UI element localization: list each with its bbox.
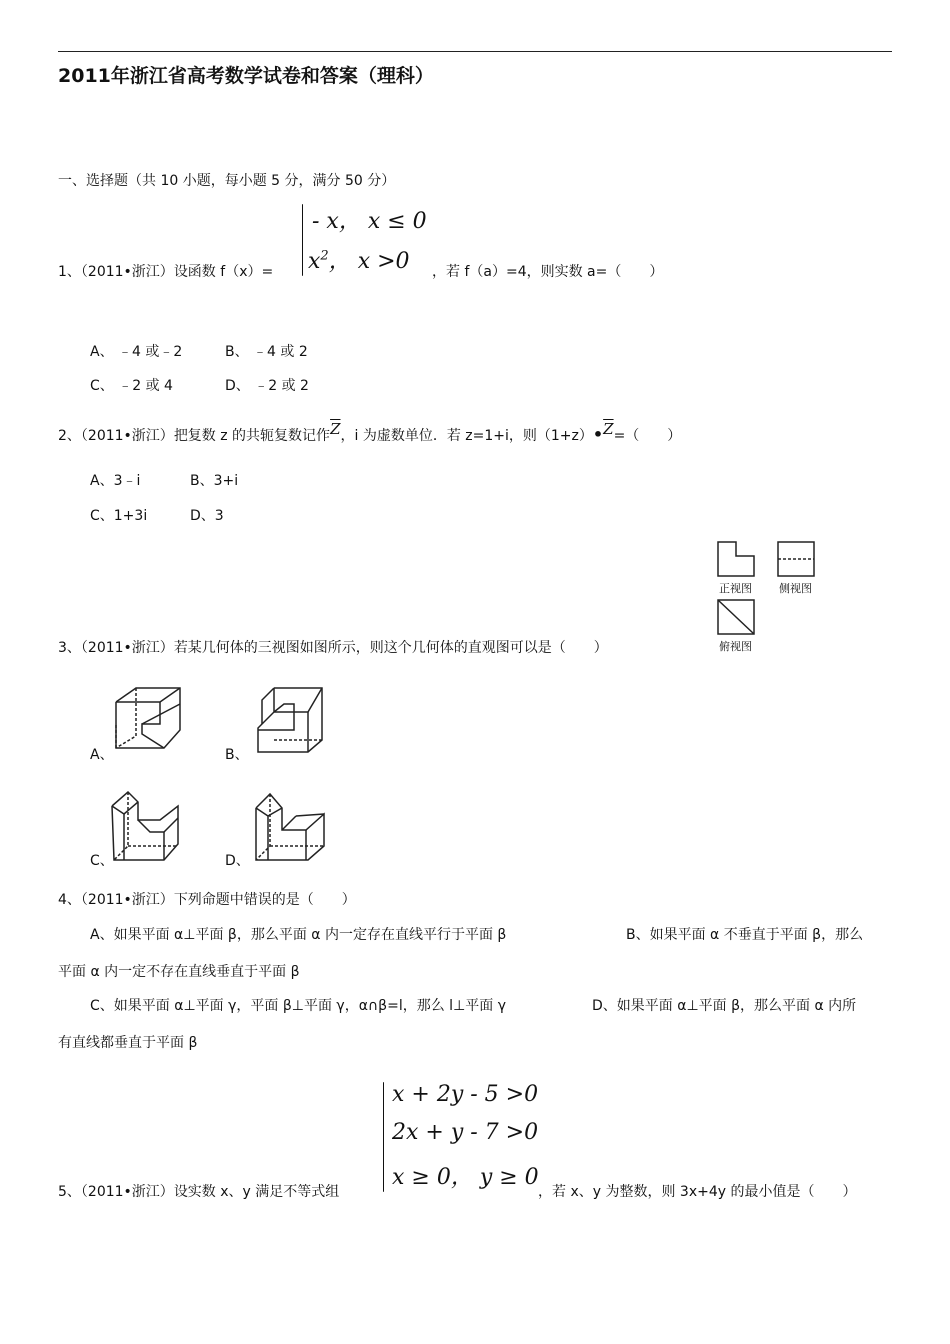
q2-zbar-2: $\overline{Z}$ [603,420,614,438]
q3-option-a[interactable]: A、 [90,747,114,763]
q4-stem-text [58,889,356,909]
q2-zbar: $\overline{Z}$ [330,420,341,438]
q1-piece-2-exp: 2 [320,248,329,264]
q4-stem: 下列命题中错误的是（ ） [173,892,356,908]
q2-stem [58,420,682,445]
q4-number: 4、 [58,892,81,908]
q3-option-b[interactable]: B、 [225,747,249,763]
q3-option-d[interactable]: D、 [225,853,250,869]
side-view-label: 侧视图 [779,582,812,595]
q3-figure-b [254,684,326,756]
q3-option-c[interactable]: C、 [90,853,114,869]
q2-stem-a: 把复数 z 的共轭复数记作 [173,428,331,444]
q4-option-d-line-1[interactable]: D、如果平面 α⊥平面 β，那么平面 α 内所 [592,998,857,1014]
q2-stem-b: ，i 为虚数单位．若 z=1+i，则（1+z） [340,428,593,444]
q1-option-a[interactable]: A、 ﹣4 或﹣2 [90,344,183,360]
q4-option-d-line-2[interactable]: 有直线都垂直于平面 β [58,1035,198,1051]
top-view-label: 俯视图 [719,640,752,653]
q2-option-c[interactable]: C、1+3i [90,508,148,524]
q5-brace [383,1082,384,1192]
section-heading: 一、选择题（共 10 小题，每小题 5 分，满分 50 分） [58,173,396,189]
q1-source: （2011•浙江） [80,264,174,280]
front-view-shape [718,542,754,576]
q1-stem-after: ，若 f（a）=4，则实数 a=（ ） [432,264,664,280]
q4-option-b-line-2[interactable]: 平面 α 内一定不存在直线垂直于平面 β [58,964,300,980]
q1-piece-2-base: x [308,249,321,274]
q5-inequality-1: x + 2y - 5 >0 [392,1082,539,1107]
q1-piece-2-rest: ， x >0 [328,249,410,274]
top-view-diagonal [718,600,754,634]
q3-source: （2011•浙江） [80,640,174,656]
q1-stem-text [58,261,273,281]
q5-stem-text [58,1181,339,1201]
q1-option-d[interactable]: D、 ﹣2 或 2 [225,378,309,394]
page-title: 2011年浙江省高考数学试卷和答案（理科） [58,65,434,87]
q4-source: （2011•浙江） [80,892,174,908]
q3-figure-c [108,790,186,864]
q2-number: 2、 [58,428,81,444]
q1-piece-2 [308,244,410,275]
q4-option-a[interactable]: A、如果平面 α⊥平面 β，那么平面 α 内一定存在直线平行于平面 β [90,927,507,943]
q2-source: （2011•浙江） [80,428,174,444]
q1-option-b[interactable]: B、 ﹣4 或 2 [225,344,308,360]
q1-option-c[interactable]: C、 ﹣2 或 4 [90,378,173,394]
front-view-label: 正视图 [719,582,752,595]
q4-option-c[interactable]: C、如果平面 α⊥平面 γ，平面 β⊥平面 γ，α∩β=l，那么 l⊥平面 γ [90,998,506,1014]
q5-inequality-2: 2x + y - 7 >0 [392,1120,539,1145]
top-rule [58,51,892,52]
q5-number: 5、 [58,1184,81,1200]
q3-figure-a [112,684,184,756]
q3-stem-text [58,637,608,657]
q3-figure-d [252,790,330,864]
q4-option-b-line-1[interactable]: B、如果平面 α 不垂直于平面 β，那么 [626,927,864,943]
q3-number: 3、 [58,640,81,656]
q2-stem-c: =（ ） [613,428,682,444]
q5-stem-before: 设实数 x、y 满足不等式组 [173,1184,340,1200]
q1-stem-before: 设函数 f（x）= [173,264,274,280]
q1-brace [302,204,303,276]
q1-number: 1、 [58,264,81,280]
q5-stem-after: ，若 x、y 为整数，则 3x+4y 的最小值是（ ） [538,1184,857,1200]
q5-inequality-3: x ≥ 0， y ≥ 0 [392,1165,539,1190]
q2-option-a[interactable]: A、3﹣i [90,473,141,489]
q3-stem: 若某几何体的三视图如图所示，则这个几何体的直观图可以是（ ） [173,640,608,656]
q2-option-b[interactable]: B、3+i [190,473,239,489]
q1-piece-1: - x， x ≤ 0 [312,209,427,234]
q2-option-d[interactable]: D、3 [190,508,224,524]
q5-source: （2011•浙江） [80,1184,174,1200]
q2-dot: • [592,425,604,444]
